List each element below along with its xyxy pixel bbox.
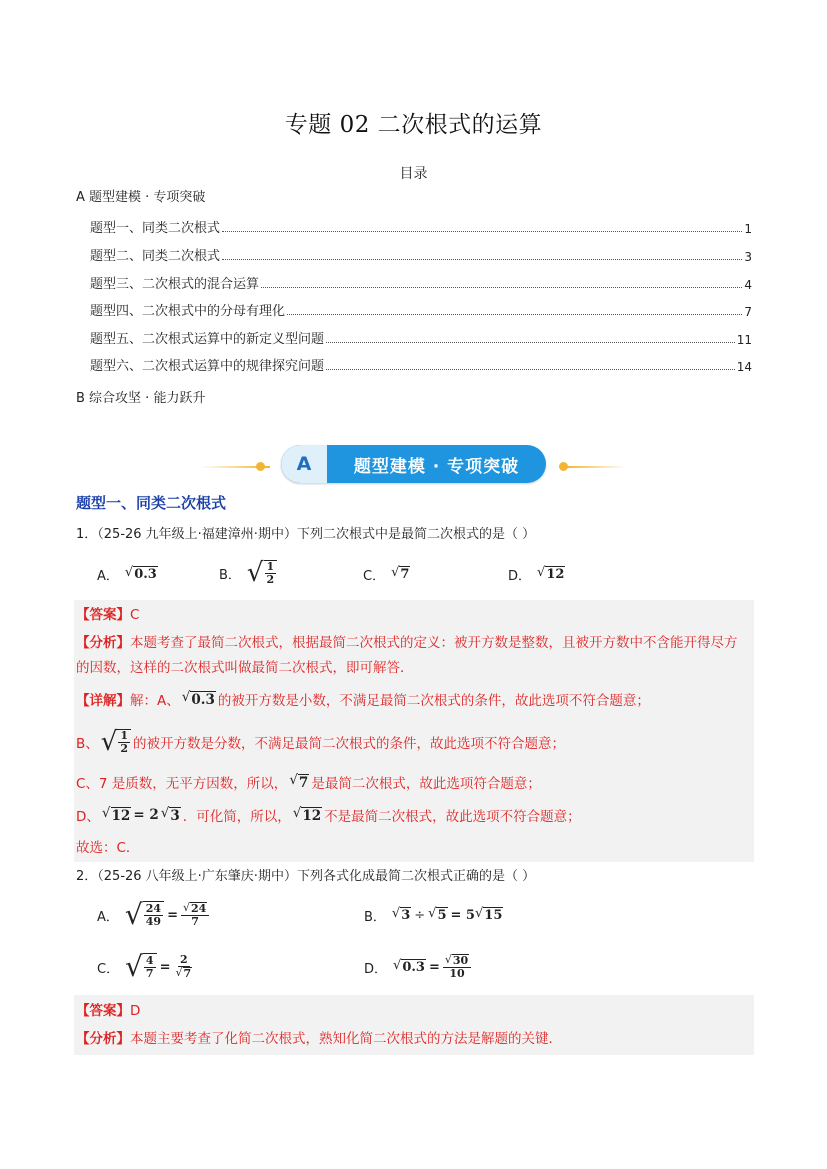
toc-section-a[interactable]: A 题型建模 · 专项突破 xyxy=(76,190,206,205)
q2-option-b[interactable]: B． √ 3 ÷ √ 5 = 5 √ 15 xyxy=(364,906,503,925)
toc-item-page: 1 xyxy=(744,222,752,236)
question-2-stem: 2．（25-26 八年级上·广东肇庆·期中）下列各式化成最简二次根式正确的是（ ） xyxy=(76,869,536,884)
section-title: 题型一、同类二次根式 xyxy=(76,494,227,512)
q1-option-a[interactable]: A． √ 0.3 xyxy=(97,565,157,584)
toc-item-label: 题型一、同类二次根式 xyxy=(90,221,221,236)
toc-item[interactable] xyxy=(90,356,752,374)
q1-conclusion: 故选：C． xyxy=(76,840,140,856)
q1-option-c[interactable]: C． √ 7 xyxy=(363,565,410,584)
toc-heading: 目录 xyxy=(399,166,428,182)
toc-item[interactable] xyxy=(90,274,752,292)
q1-option-b[interactable]: B． √ $\frac{1}{2}$ xyxy=(219,552,277,594)
toc-item-page: 3 xyxy=(744,250,752,264)
toc-section-b[interactable]: B 综合攻坚 · 能力跃升 xyxy=(76,391,206,406)
page-title: 专题 02 二次根式的运算 xyxy=(284,112,543,138)
toc-item-label: 题型四、二次根式中的分母有理化 xyxy=(90,304,286,319)
q2-answer: 【答案】D xyxy=(76,1003,141,1019)
q2-option-d[interactable]: D． √ 0.3 = √ 30 10 xyxy=(364,946,471,988)
banner-letter: A xyxy=(281,445,327,483)
toc-item-label: 题型五、二次根式运算中的新定义型问题 xyxy=(90,332,325,347)
toc-item-page: 7 xyxy=(744,305,752,319)
toc-item-label: 题型六、二次根式运算中的规律探究问题 xyxy=(90,359,325,374)
toc-item-page: 4 xyxy=(744,278,752,292)
q1-detail-d: D、 √ 12 = 2 √ 3 ．可化简，所以， √ 12 不是最简二次根式，故此选项不符合题意； xyxy=(76,804,581,825)
q1-option-d[interactable]: D． √ 12 xyxy=(508,565,565,584)
q1-answer: 【答案】C xyxy=(76,607,140,623)
toc-item-label: 题型三、二次根式的混合运算 xyxy=(90,277,260,292)
toc-item-page: 11 xyxy=(736,333,752,347)
q2-option-a[interactable]: A． √ $\frac{24}{49}$ = √ 24 7 xyxy=(97,894,209,936)
banner-left-dot xyxy=(256,462,265,471)
question-1-stem: 1．（25-26 九年级上·福建漳州·期中）下列二次根式中是最简二次根式的是（ ） xyxy=(76,527,536,542)
toc-item-label: 题型二、同类二次根式 xyxy=(90,249,221,264)
q1-detail-c: C、7 是质数，无平方因数，所以， √ 7 是最简二次根式，故此选项符合题意； xyxy=(76,771,541,792)
toc-item-page: 14 xyxy=(736,360,752,374)
section-banner xyxy=(281,445,546,483)
toc-item[interactable] xyxy=(90,246,752,264)
banner-right-line xyxy=(566,466,626,468)
banner-text: 题型建模 · 专项突破 xyxy=(353,456,520,477)
toc-item[interactable] xyxy=(90,218,752,236)
q1-detail-a: 【详解】 解：A、 √ 0.3 的被开方数是小数，不满足最简二次根式的条件，故此选项不符合题意； xyxy=(76,688,650,709)
q1-analysis: 【分析】本题考查了最简二次根式，根据最简二次根式的定义：被开方数是整数，且被开方数中不含能开得尽方的因数，这样的二次根式叫做最简二次根式，即可解答． xyxy=(76,635,738,676)
toc-item[interactable] xyxy=(90,329,752,347)
q2-analysis: 【分析】本题主要考查了化简二次根式，熟知化简二次根式的方法是解题的关键． xyxy=(76,1031,562,1047)
toc-item[interactable] xyxy=(90,301,752,319)
q1-detail-b: B、 √ $\frac{1}{2}$ 的被开方数是分数，不满足最简二次根式的条件，故此选项不符合题意； xyxy=(76,726,565,757)
q2-option-c[interactable]: C． √ $\frac{4}{7}$ = 2 √ 7 xyxy=(97,950,192,983)
